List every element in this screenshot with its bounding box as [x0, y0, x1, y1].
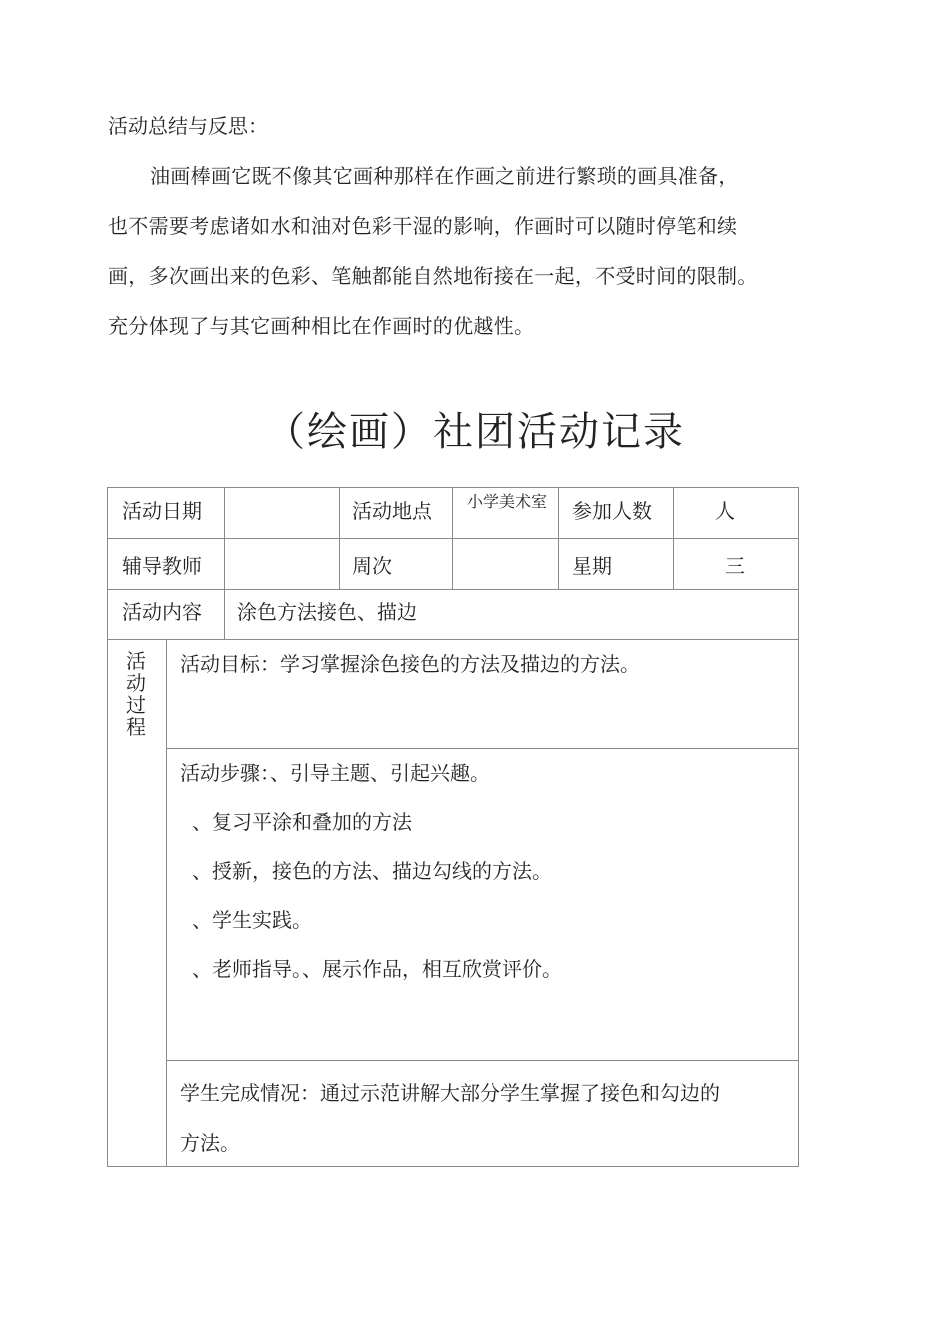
- summary-heading: 活动总结与反思：: [108, 114, 268, 138]
- table-rule: [166, 748, 799, 749]
- table-rule: [107, 639, 799, 640]
- table-rule: [339, 487, 340, 589]
- date-label: 活动日期: [122, 499, 202, 523]
- weekday-label: 星期: [572, 554, 612, 578]
- table-rule: [558, 487, 559, 589]
- week-label: 周次: [352, 554, 392, 578]
- summary-line-1: 油画棒画它既不像其它画种那样在作画之前进行繁琐的画具准备，: [150, 164, 739, 188]
- table-rule: [107, 538, 799, 539]
- table-rule: [673, 487, 674, 589]
- teacher-label: 辅导教师: [122, 554, 202, 578]
- place-label: 活动地点: [352, 499, 432, 523]
- process-step: 活动步骤：、引导主题、引起兴趣。: [180, 761, 490, 785]
- record-title: （绘画）社团活动记录: [265, 409, 685, 455]
- summary-line-4: 充分体现了与其它画种相比在作画时的优越性。: [108, 314, 535, 338]
- content-label: 活动内容: [122, 600, 202, 624]
- weekday-value: 三: [725, 554, 745, 578]
- count-label: 参加人数: [572, 499, 652, 523]
- table-rule: [452, 487, 453, 589]
- process-step: 、学生实践。: [192, 908, 312, 932]
- process-label: 活动过程: [126, 649, 146, 739]
- table-rule: [166, 1060, 799, 1061]
- summary-line-3: 画，多次画出来的色彩、笔触都能自然地衔接在一起，不受时间的限制。: [108, 264, 758, 288]
- count-value: 人: [715, 499, 735, 523]
- process-step: 、复习平涂和叠加的方法: [192, 810, 412, 834]
- completion-line: 方法。: [180, 1131, 240, 1155]
- process-step: 、授新，接色的方法、描边勾线的方法。: [192, 859, 552, 883]
- process-goal: 活动目标：学习掌握涂色接色的方法及描边的方法。: [180, 652, 640, 676]
- summary-line-2: 也不需要考虑诸如水和油对色彩干湿的影响，作画时可以随时停笔和续: [108, 214, 738, 238]
- table-rule: [224, 487, 225, 639]
- place-value: 小学美术室: [467, 492, 548, 511]
- content-value: 涂色方法接色、描边: [237, 600, 417, 624]
- table-rule: [107, 589, 799, 590]
- table-rule: [166, 639, 167, 1167]
- completion-line: 学生完成情况：通过示范讲解大部分学生掌握了接色和勾边的: [180, 1081, 720, 1105]
- process-step: 、老师指导。、展示作品，相互欣赏评价。: [192, 957, 562, 981]
